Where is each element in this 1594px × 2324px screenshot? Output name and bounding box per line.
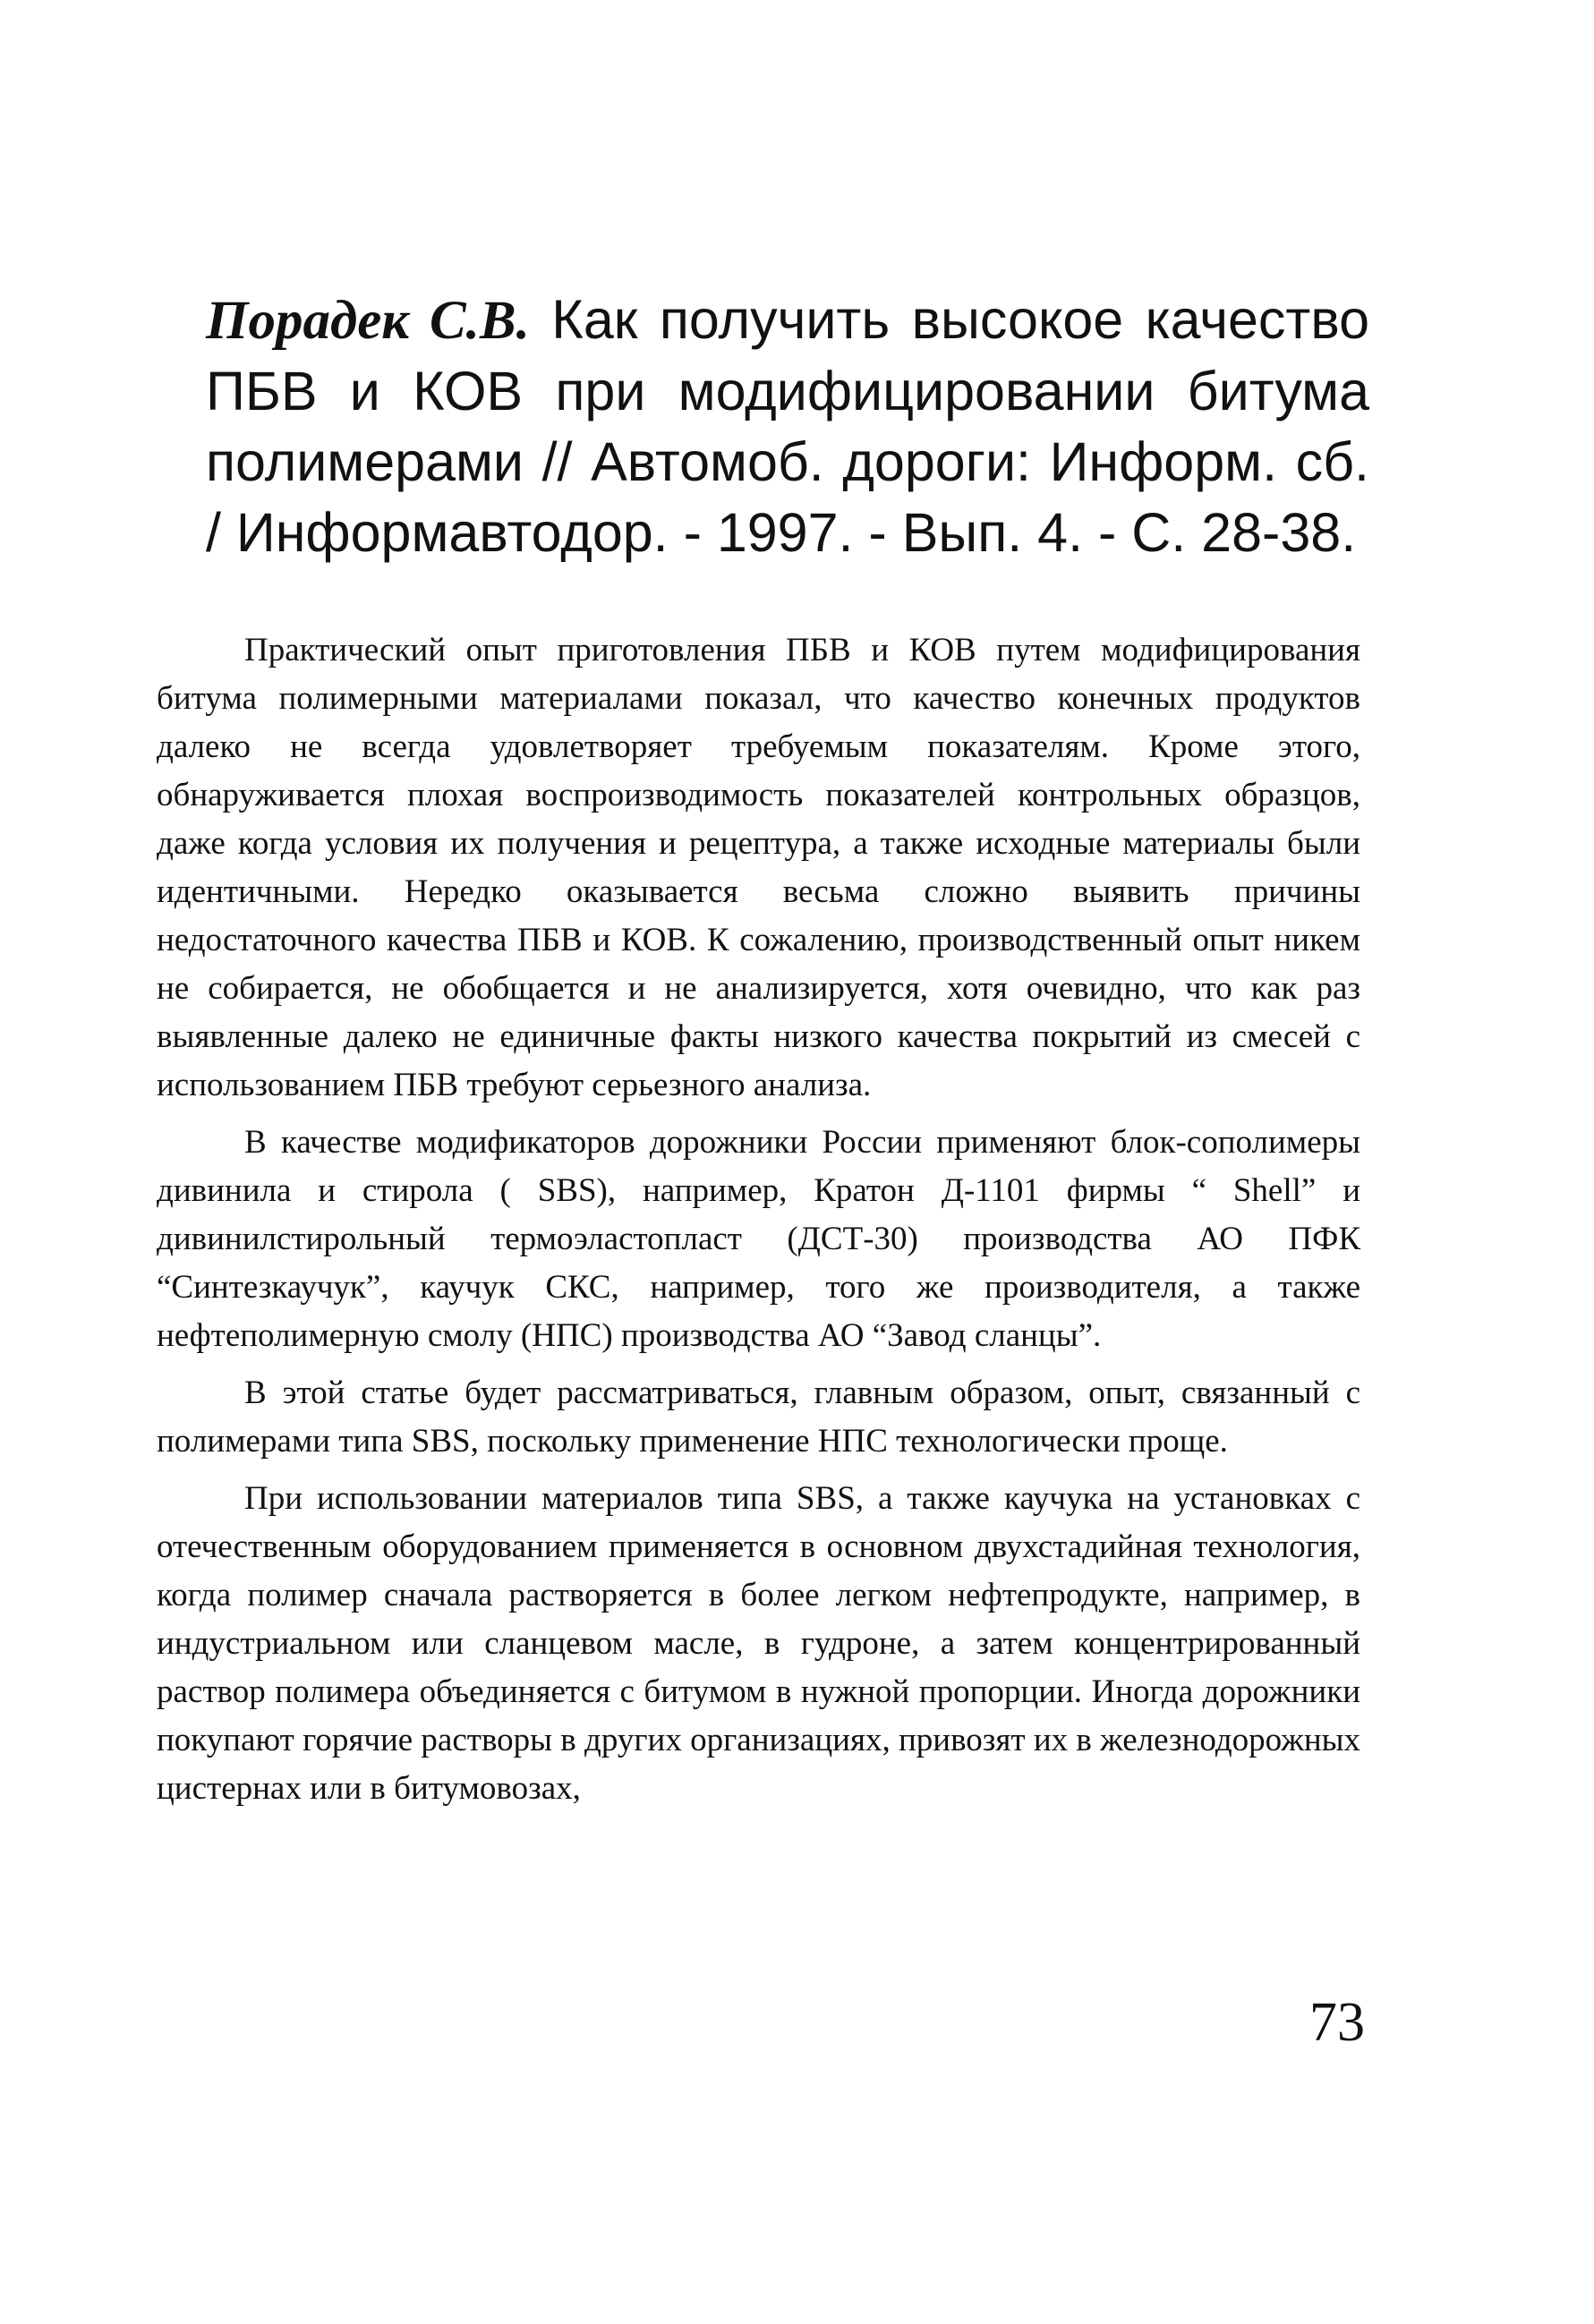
paragraph-2: В качестве модификаторов дорожники России применяют блок-сополимеры дивинила и стирола ( SBS), например, Кратон Д-1101 фирмы “ Shell” и дивинилстирольный термоэластопласт (ДСТ-30) производства АО ПФК “Синтезкаучук”, каучук СКС, например, того же производителя, а также нефтеполимерную смолу (НПС) производства АО “Завод сланцы”. [157, 1124, 1360, 1354]
citation-text: Как получить высокое качество ПБВ и КОВ при модифицировании битума полимерами // Автомоб. дороги: Информ. сб. / Информавтодор. - 1997. - Вып. 4. - С. 28-38. [206, 289, 1370, 563]
paragraph-3: В этой статье будет рассматриваться, главным образом, опыт, связанный с полимерами типа SBS, поскольку применение НПС технологически проще. [157, 1375, 1360, 1460]
citation-author: Порадек С.В. [206, 291, 530, 351]
paragraph-1: Практический опыт приготовления ПБВ и КОВ путем модифицирования битума полимерными материалами показал, что качество конечных продуктов далеко не всегда удовлетворяет требуемым показателям. Кроме этого, обнаруживается плохая воспроизводимость показателей контрольных образцов, даже когда условия их получения и рецептура, а также исходные материалы были идентичными. Нередко оказывается весьма сложно выявить причины недостаточного качества ПБВ и КОВ. К сожалению, производственный опыт никем не собирается, не обобщается и не анализируется, хотя очевидно, что как раз выявленные далеко не единичные факты низкого качества покрытий из смесей с использованием ПБВ требуют серьезного анализа. [157, 632, 1360, 1103]
bibliographic-citation [206, 285, 1369, 568]
page-number: 73 [1309, 1992, 1365, 2053]
paragraph-4: При использовании материалов типа SBS, а также каучука на установках с отечественным оборудованием применяется в основном двухстадийная технология, когда полимер сначала растворяется в более легком нефтепродукте, например, в индустриальном или сланцевом масле, в гудроне, а затем концентрированный раствор полимера объединяется с битумом в нужной пропорции. Иногда дорожники покупают горячие растворы в других организациях, привозят их в железнодорожных цистернах или в битумовозах, [157, 1480, 1360, 1807]
article-body [157, 626, 1360, 1822]
